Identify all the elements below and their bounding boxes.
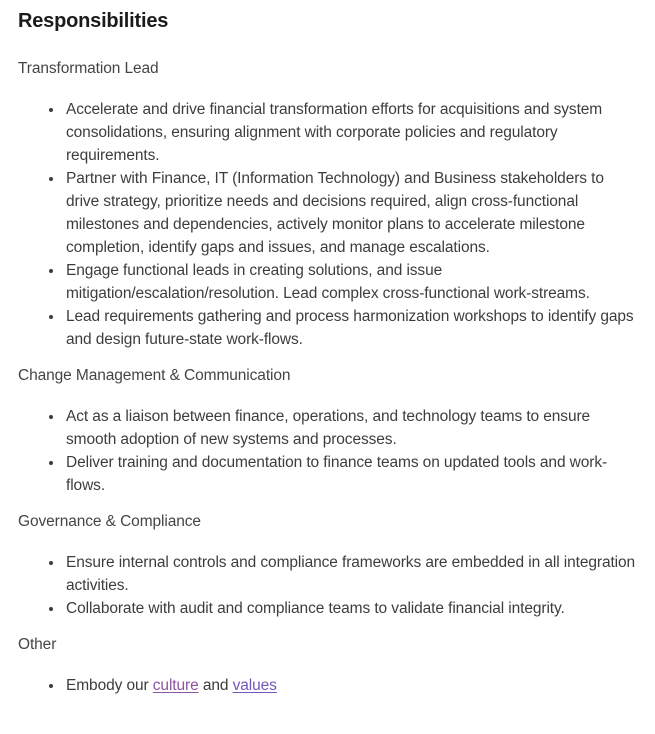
- section-heading: Governance & Compliance: [18, 513, 201, 530]
- bullet-item: [64, 259, 639, 305]
- bullet-item: [64, 305, 639, 351]
- bullet-text: Lead requirements gathering and process harmonization workshops to identify gaps and design future-state work-flows.: [66, 308, 634, 348]
- bullet-text: Accelerate and drive financial transformation efforts for acquisitions and system consolidations, ensuring alignment with corporate policies and regulatory requirements.: [66, 101, 603, 164]
- page-title: Responsibilities: [18, 10, 169, 32]
- bullet-text: Engage functional leads in creating solutions, and issue mitigation/escalation/resolution. Lead complex cross-functional work-streams.: [66, 262, 590, 302]
- bullet-text: Deliver training and documentation to finance teams on updated tools and work-flows.: [66, 454, 608, 494]
- bullet-item: [64, 405, 639, 451]
- bullet-text: Ensure internal controls and compliance frameworks are embedded in all integration activities.: [66, 554, 636, 594]
- section-heading: Change Management & Communication: [18, 367, 291, 384]
- bullet-item: [64, 451, 639, 497]
- bullet-text: Embody our: [66, 677, 153, 694]
- bullet-list: [18, 405, 639, 497]
- values-link[interactable]: values: [232, 677, 277, 694]
- bullet-text: Collaborate with audit and compliance teams to validate financial integrity.: [66, 600, 565, 617]
- bullet-item: [64, 597, 639, 620]
- section-heading: Other: [18, 636, 57, 653]
- bullet-item: [64, 98, 639, 167]
- bullet-item: [64, 167, 639, 259]
- bullet-item: [64, 551, 639, 597]
- bullet-text: Partner with Finance, IT (Information Technology) and Business stakeholders to drive strategy, prioritize needs and decisions required, align cross-functional milestones and dependencies, actively monitor plans to accelerate milestone completion, identify gaps and issues, and manage escalations.: [66, 170, 604, 256]
- bullet-list: [18, 674, 639, 697]
- sections: [18, 58, 639, 697]
- bullet-list: [18, 551, 639, 620]
- job-description-panel: [18, 9, 639, 697]
- bullet-text: and: [198, 677, 233, 694]
- bullet-text: Act as a liaison between finance, operations, and technology teams to ensure smooth adoption of new systems and processes.: [66, 408, 591, 448]
- bullet-list: [18, 98, 639, 351]
- section-heading: Transformation Lead: [18, 60, 159, 77]
- culture-link[interactable]: culture: [152, 677, 199, 694]
- bullet-item: [64, 674, 639, 697]
